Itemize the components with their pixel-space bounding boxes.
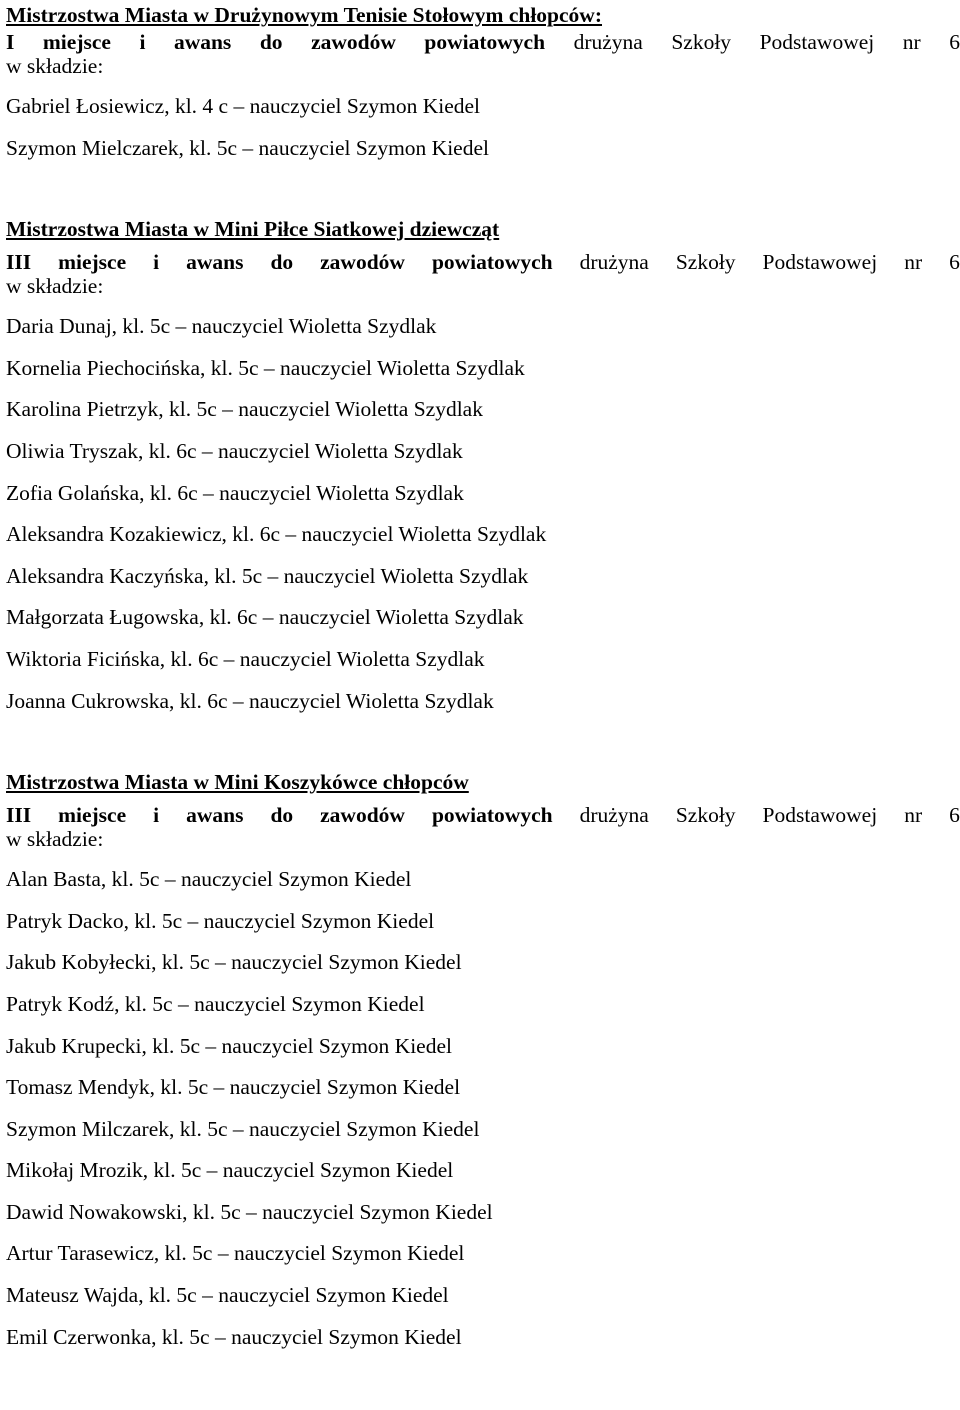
member-row: Małgorzata Ługowska, kl. 6c – nauczyciel Wioletta Szydlak	[6, 605, 524, 630]
result-word: Podstawowej	[759, 30, 875, 54]
member-row: Patryk Kodź, kl. 5c – nauczyciel Szymon Kiedel	[6, 991, 425, 1016]
member-row: Szymon Mielczarek, kl. 5c – nauczyciel Szymon Kiedel	[6, 135, 489, 160]
result-word: Podstawowej	[762, 803, 878, 828]
result-word: miejsce	[58, 250, 127, 275]
member-row: Jakub Kobyłecki, kl. 5c – nauczyciel Szymon Kiedel	[6, 950, 462, 975]
result-word: zawodów	[311, 30, 396, 54]
result-word: miejsce	[58, 803, 127, 828]
member-list	[6, 859, 960, 1358]
member-row: Daria Dunaj, kl. 5c – nauczyciel Wioletta Szydlak	[6, 314, 437, 339]
result-word: III	[6, 803, 32, 828]
result-word: drużyna	[579, 250, 649, 275]
member-row: Jakub Krupecki, kl. 5c – nauczyciel Szymon Kiedel	[6, 1033, 452, 1058]
member-list	[6, 306, 960, 722]
result-word: i	[153, 250, 160, 275]
result-word: awans	[173, 30, 232, 54]
result-line-continuation: w składzie:	[6, 827, 104, 852]
member-row: Oliwia Tryszak, kl. 6c – nauczyciel Wioletta Szydlak	[6, 438, 463, 463]
result-word: i	[153, 803, 160, 828]
result-word: drużyna	[579, 803, 649, 828]
result-word: nr	[904, 250, 923, 275]
member-row: Wiktoria Ficińska, kl. 6c – nauczyciel Wioletta Szydlak	[6, 646, 485, 671]
section-title: Mistrzostwa Miasta w Mini Koszykówce chłopców	[6, 770, 469, 795]
result-word: I	[6, 30, 15, 54]
section-gap	[6, 722, 960, 762]
result-word: powiatowych	[431, 803, 553, 828]
result-word: i	[139, 30, 146, 54]
member-row: Emil Czerwonka, kl. 5c – nauczyciel Szymon Kiedel	[6, 1324, 462, 1349]
section-table-tennis	[6, 0, 960, 169]
result-word: awans	[186, 250, 244, 275]
result-line-continuation: w składzie:	[6, 54, 104, 78]
result-line	[6, 30, 960, 54]
result-word: 6	[949, 250, 960, 275]
result-word: 6	[949, 803, 960, 828]
member-row: Joanna Cukrowska, kl. 6c – nauczyciel Wioletta Szydlak	[6, 688, 494, 713]
member-row: Mikołaj Mrozik, kl. 5c – nauczyciel Szymon Kiedel	[6, 1158, 454, 1183]
member-row: Karolina Pietrzyk, kl. 5c – nauczyciel Wioletta Szydlak	[6, 397, 483, 422]
result-word: Szkoły	[675, 803, 736, 828]
result-word: nr	[902, 30, 921, 54]
member-row: Patryk Dacko, kl. 5c – nauczyciel Szymon Kiedel	[6, 908, 435, 933]
result-word: III	[6, 250, 32, 275]
member-row: Dawid Nowakowski, kl. 5c – nauczyciel Szymon Kiedel	[6, 1199, 493, 1224]
result-word: Szkoły	[675, 250, 736, 275]
member-list	[6, 86, 960, 169]
section-gap	[6, 169, 960, 209]
member-row: Tomasz Mendyk, kl. 5c – nauczyciel Szymon Kiedel	[6, 1075, 461, 1100]
section-basketball	[6, 762, 960, 1358]
document-page	[6, 0, 960, 1358]
member-row: Mateusz Wajda, kl. 5c – nauczyciel Szymon Kiedel	[6, 1283, 449, 1308]
member-row: Aleksandra Kaczyńska, kl. 5c – nauczyciel Wioletta Szydlak	[6, 563, 529, 588]
result-line	[6, 250, 960, 274]
section-title: Mistrzostwa Miasta w Drużynowym Tenisie Stołowym chłopców:	[6, 3, 602, 27]
result-word: drużyna	[573, 30, 643, 54]
result-line	[6, 803, 960, 827]
result-word: 6	[949, 30, 960, 54]
member-row: Kornelia Piechocińska, kl. 5c – nauczyciel Wioletta Szydlak	[6, 355, 525, 380]
result-word: awans	[186, 803, 244, 828]
result-line-continuation: w składzie:	[6, 274, 104, 299]
result-word: nr	[904, 803, 923, 828]
result-word: do	[270, 250, 294, 275]
member-row: Gabriel Łosiewicz, kl. 4 c – nauczyciel Szymon Kiedel	[6, 94, 481, 118]
member-row: Szymon Milczarek, kl. 5c – nauczyciel Szymon Kiedel	[6, 1116, 480, 1141]
result-word: powiatowych	[431, 250, 553, 275]
section-title: Mistrzostwa Miasta w Mini Piłce Siatkowej dziewcząt	[6, 217, 500, 242]
section-volleyball	[6, 209, 960, 722]
result-word: miejsce	[42, 30, 111, 54]
result-word: zawodów	[320, 803, 405, 828]
result-word: do	[270, 803, 294, 828]
member-row: Alan Basta, kl. 5c – nauczyciel Szymon Kiedel	[6, 867, 412, 892]
result-word: Podstawowej	[762, 250, 878, 275]
result-word: zawodów	[320, 250, 405, 275]
member-row: Artur Tarasewicz, kl. 5c – nauczyciel Szymon Kiedel	[6, 1241, 465, 1266]
result-word: do	[259, 30, 283, 54]
result-word: Szkoły	[671, 30, 732, 54]
member-row: Zofia Golańska, kl. 6c – nauczyciel Wioletta Szydlak	[6, 480, 464, 505]
member-row: Aleksandra Kozakiewicz, kl. 6c – nauczyciel Wioletta Szydlak	[6, 522, 547, 547]
result-word: powiatowych	[424, 30, 546, 54]
